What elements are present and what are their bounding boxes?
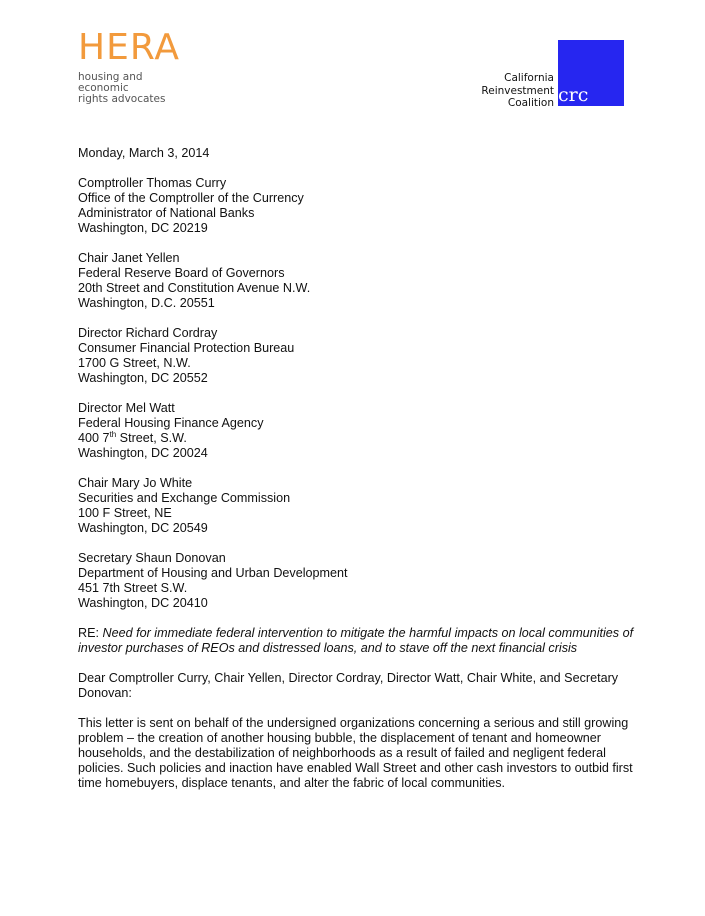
subject-text: Need for immediate federal intervention to mitigate the harmful impacts on local communities of investor purchases of REOs and distressed loans, and to stave off the next financial crisis bbox=[78, 626, 634, 655]
salutation: Dear Comptroller Curry, Chair Yellen, Director Cordray, Director Watt, Chair White, and Secretary Donovan: bbox=[78, 671, 619, 700]
address-line bbox=[78, 431, 638, 446]
subject-label: RE: bbox=[78, 626, 103, 640]
hera-tagline bbox=[78, 72, 208, 105]
address-line: Department of Housing and Urban Development bbox=[78, 566, 348, 580]
address-line: Washington, DC 20024 bbox=[78, 446, 208, 460]
address-line-prefix: 400 7 bbox=[78, 431, 110, 445]
address-line: Comptroller Thomas Curry bbox=[78, 176, 227, 190]
recipient-address-yellen bbox=[78, 251, 638, 311]
hera-tagline-line: housing and bbox=[78, 71, 143, 83]
address-line: Director Mel Watt bbox=[78, 401, 175, 415]
recipient-address-curry bbox=[78, 176, 638, 236]
recipient-address-donovan bbox=[78, 551, 638, 611]
address-line: Federal Housing Finance Agency bbox=[78, 416, 264, 430]
address-line: Washington, DC 20549 bbox=[78, 521, 208, 535]
address-line: Consumer Financial Protection Bureau bbox=[78, 341, 295, 355]
address-line: Chair Janet Yellen bbox=[78, 251, 180, 265]
hera-tagline-line: rights advocates bbox=[78, 93, 166, 105]
address-line: 20th Street and Constitution Avenue N.W. bbox=[78, 281, 311, 295]
address-line: Secretary Shaun Donovan bbox=[78, 551, 226, 565]
crc-text-line: Reinvestment bbox=[481, 84, 554, 97]
letter-body bbox=[78, 146, 638, 791]
crc-text-line: Coalition bbox=[507, 97, 554, 109]
address-line: Washington, DC 20410 bbox=[78, 596, 208, 610]
recipient-address-cordray bbox=[78, 326, 638, 386]
hera-wordmark: HERA bbox=[78, 27, 180, 68]
hera-tagline-line: economic bbox=[78, 82, 129, 94]
recipient-address-watt bbox=[78, 401, 638, 461]
address-line: Federal Reserve Board of Governors bbox=[78, 266, 285, 280]
address-line: Office of the Comptroller of the Currency bbox=[78, 191, 304, 205]
address-line: 100 F Street, NE bbox=[78, 506, 172, 520]
address-line: Director Richard Cordray bbox=[78, 326, 218, 340]
letter-date: Monday, March 3, 2014 bbox=[78, 146, 210, 160]
crc-logo-text bbox=[481, 72, 554, 110]
crc-logo bbox=[470, 40, 624, 109]
address-line: Washington, DC 20552 bbox=[78, 371, 208, 385]
address-line-suffix: Street, S.W. bbox=[116, 431, 187, 445]
crc-logo-square bbox=[558, 40, 624, 106]
body-paragraph: This letter is sent on behalf of the undersigned organizations concerning a serious and still growing problem – the creation of another housing bubble, the displacement of tenant and homeowner households, and the destabilization of neighborhoods as a result of failed and negligent federal policies. Such policies and inaction have enabled Wall Street and other cash investors to outbid first time homebuyers, displace tenants, and alter the fabric of local communities. bbox=[78, 716, 633, 790]
recipient-address-white bbox=[78, 476, 638, 536]
address-line: Washington, D.C. 20551 bbox=[78, 296, 215, 310]
address-line: Securities and Exchange Commission bbox=[78, 491, 291, 505]
address-line: Administrator of National Banks bbox=[78, 206, 255, 220]
ordinal-superscript: th bbox=[109, 429, 117, 439]
address-line: Washington, DC 20219 bbox=[78, 221, 208, 235]
crc-text-line: California bbox=[504, 72, 554, 84]
address-line: 1700 G Street, N.W. bbox=[78, 356, 191, 370]
address-line: 451 7th Street S.W. bbox=[78, 581, 188, 595]
address-line: Chair Mary Jo White bbox=[78, 476, 193, 490]
hera-logo bbox=[78, 27, 208, 105]
crc-logo-mark: crc bbox=[558, 84, 589, 106]
subject-line bbox=[78, 626, 638, 656]
